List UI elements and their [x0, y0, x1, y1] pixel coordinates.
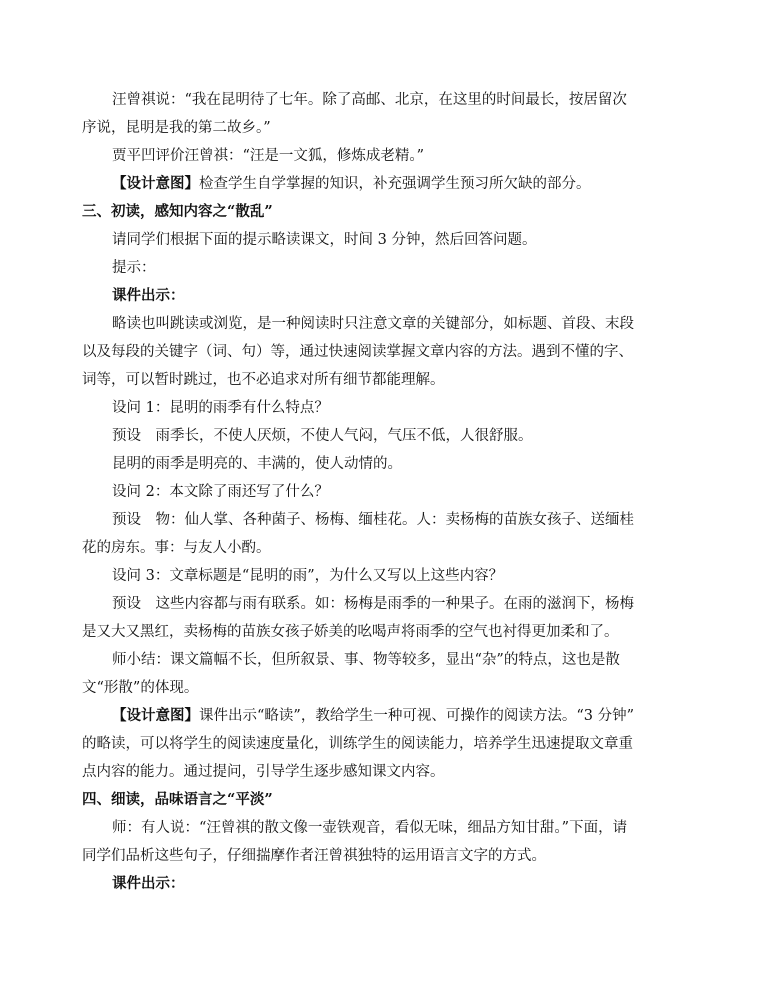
answer-line: 预设 这些内容都与雨有联系。如：杨梅是雨季的一种果子。在雨的滋润下，杨梅: [112, 596, 634, 612]
answer-line: 花的房东。事：与友人小酌。: [82, 540, 271, 556]
design-intent-line: 点内容的能力。通过提问，引导学生逐步感知课文内容。: [82, 764, 445, 780]
paragraph-line: 师：有人说：“汪曾祺的散文像一壶铁观音，看似无味，细品方知甘甜。”下面，请: [112, 820, 628, 836]
design-intent-label: 【设计意图】: [112, 175, 199, 192]
design-intent-text: 检查学生自学掌握的知识，补充强调学生预习所欠缺的部分。: [199, 176, 591, 192]
paragraph-line: 序说，昆明是我的第二故乡。”: [82, 120, 271, 136]
answer-line: 是又大又黑红，卖杨梅的苗族女孩子娇美的吆喝声将雨季的空气也衬得更加柔和了。: [82, 624, 619, 640]
paragraph-line: 提示：: [112, 260, 156, 276]
paragraph-line: 请同学们根据下面的提示略读课文，时间 3 分钟，然后回答问题。: [112, 232, 537, 248]
paragraph-line: 词等，可以暂时跳过，也不必追求对所有细节都能理解。: [82, 372, 445, 388]
summary-line: 师小结：课文篇幅不长，但所叙景、事、物等较多，显出“杂”的特点，这也是散: [112, 652, 620, 668]
paragraph-line: 以及每段的关键字（词、句）等，通过快速阅读掌握文章内容的方法。遇到不懂的字、: [82, 344, 633, 360]
answer-line: 昆明的雨季是明亮的、丰满的，使人动情的。: [112, 456, 402, 472]
answer-line: 预设 物：仙人掌、各种菌子、杨梅、缅桂花。人：卖杨梅的苗族女孩子、送缅桂: [112, 512, 634, 528]
summary-line: 文“形散”的体现。: [82, 680, 199, 696]
paragraph-line: 汪曾祺说：“我在昆明待了七年。除了高邮、北京，在这里的时间最长，按居留次: [112, 92, 627, 108]
design-intent-label: 【设计意图】: [112, 707, 199, 724]
paragraph-line: 同学们品析这些句子，仔细揣摩作者汪曾祺独特的运用语言文字的方式。: [82, 848, 546, 864]
question-line: 设问 1：昆明的雨季有什么特点？: [112, 400, 329, 416]
design-intent-text: 课件出示“略读”，教给学生一种可视、可操作的阅读方法。“3 分钟”: [199, 708, 634, 724]
courseware-label: 课件出示：: [112, 287, 185, 304]
question-line: 设问 3：文章标题是“昆明的雨”，为什么又写以上这些内容？: [112, 568, 504, 584]
question-line: 设问 2：本文除了雨还写了什么？: [112, 484, 329, 500]
section-heading: 三、初读，感知内容之“散乱”: [82, 203, 273, 220]
design-intent-line: [82, 702, 694, 730]
answer-line: 预设 雨季长，不使人厌烦，不使人气闷，气压不低，人很舒服。: [112, 428, 533, 444]
paragraph-line: 略读也叫跳读或浏览，是一种阅读时只注意文章的关键部分，如标题、首段、末段: [112, 316, 634, 332]
courseware-label: 课件出示：: [112, 875, 185, 892]
paragraph-line: 贾平凹评价汪曾祺：“汪是一文狐，修炼成老精。”: [112, 148, 425, 164]
section-heading: 四、细读，品味语言之“平淡”: [82, 791, 273, 808]
document-body: [82, 86, 694, 898]
design-intent-line: [82, 170, 694, 198]
design-intent-line: 的略读，可以将学生的阅读速度量化，训练学生的阅读能力，培养学生迅速提取文章重: [82, 736, 633, 752]
